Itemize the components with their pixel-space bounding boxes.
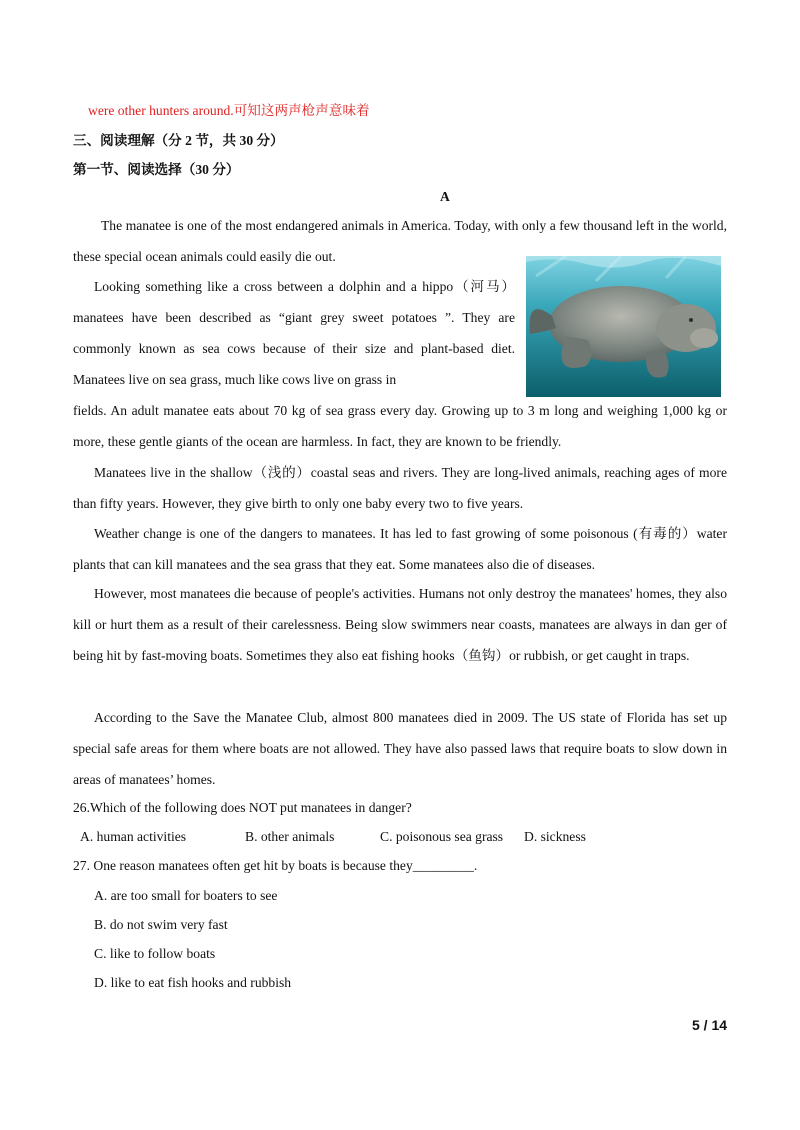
question-27-option-b[interactable]: B. do not swim very fast [94,917,228,932]
paragraph-3: Manatees live in the shallow（浅的）coastal seas and rivers. They are long-lived animals, reaching ages of more than fifty years. However, they give birth to only one baby every two to five years. [73,465,727,511]
page-number: 5 / 14 [692,1017,728,1033]
question-26-stem: 26.Which of the following does NOT put manatees in danger? [73,800,412,815]
header-red-text: were other hunters around.可知这两声枪声意味着 [88,103,370,118]
paragraph-1: The manatee is one of the most endangered animals in America. Today, with only a few thousand left in the world, these special ocean animals could easily die out. [73,218,727,264]
question-27-option-a[interactable]: A. are too small for boaters to see [94,888,278,903]
question-27-option-d[interactable]: D. like to eat fish hooks and rubbish [94,975,292,990]
question-26-option-c[interactable]: C. poisonous sea grass [380,829,504,844]
paragraph-6: According to the Save the Manatee Club, almost 800 manatees died in 2009. The US state of Florida has set up special safe areas for them where boats are not allowed. They have also passed laws that require boats to slow down in areas of manatees’ homes. [73,710,727,787]
subsection-title: 第一节、阅读选择（30 分） [73,162,240,177]
paragraph-2-rest: fields. An adult manatee eats about 70 kg of sea grass every day. Growing up to 3 m long and weighing 1,000 kg or more, these gentle giants of the ocean are harmless. In fact, they are known to be friendly. [73,403,727,449]
paragraph-5: However, most manatees die because of people's activities. Humans not only destroy the manatees' homes, they also kill or hurt them as a result of their carelessness. Being slow swimmers near coasts, manatees are always in dan ger of being hit by fast-moving boats. Sometimes they also eat fishing hooks（鱼钩）or rubbish, or get caught in traps. [73,586,727,663]
question-26-option-b[interactable]: B. other animals [245,829,335,844]
question-27-option-c[interactable]: C. like to follow boats [94,946,216,961]
question-26-option-a[interactable]: A. human activities [80,829,187,844]
question-26-option-d[interactable]: D. sickness [524,829,586,844]
question-27-stem: 27. One reason manatees often get hit by boats is because they_________. [73,858,478,873]
section-title: 三、阅读理解（分 2 节，共 30 分） [73,133,284,148]
passage-label: A [440,189,450,204]
paragraph-4: Weather change is one of the dangers to manatees. It has led to fast growing of some poisonous (有毒的）water plants that can kill manatees and the sea grass that they eat. Some manatees also die of diseases. [73,526,727,572]
manatee-photo [526,256,721,397]
paragraph-2-wrapped: Looking something like a cross between a dolphin and a hippo（河马）manatees have been described as “giant grey sweet potatoes ”. They are commonly known as sea cows because of their size and plant-based diet. Manatees live on sea grass, much like cows live on grass in [73,279,515,387]
